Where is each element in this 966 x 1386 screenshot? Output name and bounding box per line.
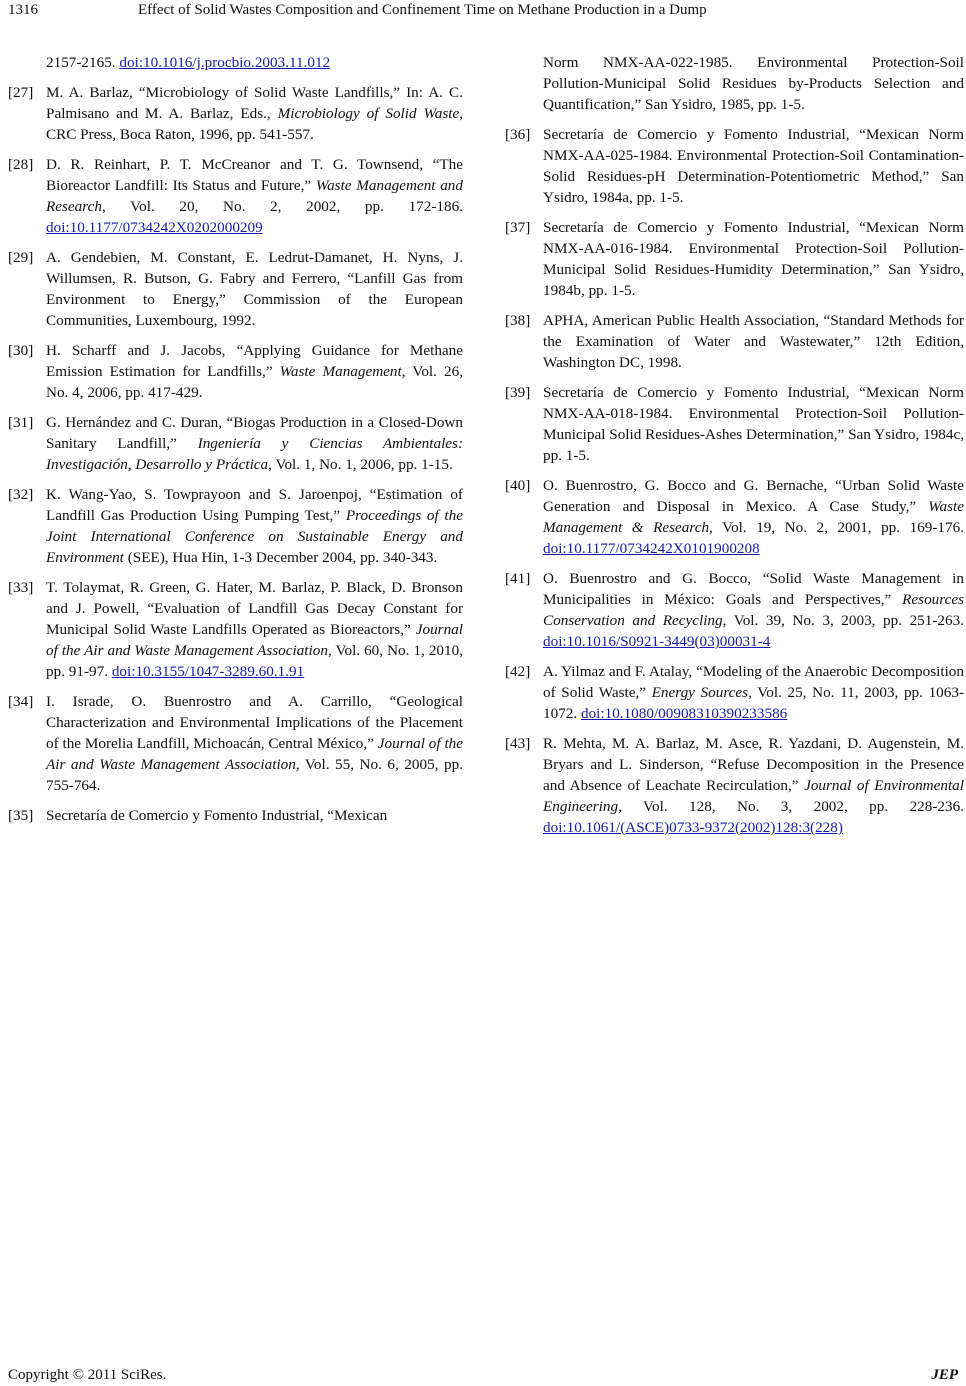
reference-text: Secretaría de Comercio y Fomento Industrial, “Mexican (46, 807, 388, 824)
doi-link[interactable]: doi:10.1177/0734242X0202000209 (46, 219, 263, 236)
reference-number: [43] (505, 735, 531, 752)
reference-text: K. Wang-Yao, S. Towprayoon and S. Jaroenpoj, “Estimation of Landfill Gas Production Using Pumping Test,” Proceedings of the Joint International Conference on Sustainable Energy and Environment (SEE), Hua Hin, 1-3 December 2004, pp. 340-343. (46, 486, 463, 566)
doi-link[interactable]: doi:10.1016/S0921-3449(03)00031-4 (543, 633, 771, 650)
reference-source-title: Microbiology of Solid Waste (277, 105, 460, 122)
left-column (8, 52, 463, 835)
copyright-notice: Copyright © 2011 SciRes. (8, 1367, 167, 1383)
reference-number: [29] (8, 249, 34, 266)
reference-list-left (8, 82, 463, 826)
reference-item (8, 691, 463, 796)
running-title: Effect of Solid Wastes Composition and Confinement Time on Methane Production in a Dump (138, 2, 707, 18)
reference-number: [38] (505, 312, 531, 329)
doi-link[interactable]: doi:10.1061/(ASCE)0733-9372(2002)128:3(228) (543, 819, 843, 836)
doi-link[interactable]: doi:10.1080/00908310390233586 (580, 705, 788, 722)
reference-text: O. Buenrostro and G. Bocco, “Solid Waste Management in Municipalities in México: Goals and Perspectives,” Resources Conservation and Recycling, Vol. 39, No. 3, 2003, pp. 251-263. doi:10.1016/S0921-3449(03)00031-4 (543, 570, 964, 650)
reference-source-title: Journal of Environmental Engineering (543, 777, 964, 815)
reference-item (505, 217, 964, 301)
reference-number: [39] (505, 384, 531, 401)
reference-item (505, 382, 964, 466)
right-column (505, 52, 964, 847)
reference-item (8, 484, 463, 568)
reference-text: Secretaría de Comercio y Fomento Industrial, “Mexican Norm NMX-AA-016-1984. Environmental Protection-Soil Pollution-Municipal Solid Residues-Humidity Determination,” San Ysidro, 1984b, pp. 1-5. (543, 219, 964, 299)
reference-item (8, 577, 463, 682)
reference-continuation: 2157-2165. doi:10.1016/j.procbio.2003.11.012 (46, 54, 331, 71)
doi-link[interactable]: doi:10.1177/0734242X0101900208 (543, 540, 760, 557)
reference-text: H. Scharff and J. Jacobs, “Applying Guidance for Methane Emission Estimation for Landfills,” Waste Management, Vol. 26, No. 4, 2006, pp. 417-429. (46, 342, 463, 401)
reference-text: T. Tolaymat, R. Green, G. Hater, M. Barlaz, P. Black, D. Bronson and J. Powell, “Evaluation of Landfill Gas Decay Constant for Municipal Solid Waste Landfills Operated as Bioreactors,” Journal of the Air and Waste Management Association, Vol. 60, No. 1, 2010, pp. 91-97. doi:10.3155/1047-3289.60.1.91 (46, 579, 464, 680)
reference-number: [33] (8, 579, 34, 596)
reference-text: G. Hernández and C. Duran, “Biogas Production in a Closed-Down Sanitary Landfill,” Ingeniería y Ciencias Ambientales: Investigación, Desarrollo y Práctica, Vol. 1, No. 1, 2006, pp. 1-15. (46, 414, 463, 473)
reference-number: [35] (8, 807, 34, 824)
reference-item (505, 568, 964, 652)
reference-text: R. Mehta, M. A. Barlaz, M. Asce, R. Yazdani, D. Augenstein, M. Bryars and L. Sinderson, “Refuse Decomposition in the Presence and Absence of Leachate Recirculation,” Journal of Environmental Engineering, Vol. 128, No. 3, 2002, pp. 228-236. doi:10.1061/(ASCE)0733-9372(2002)128:3(228) (543, 735, 964, 836)
reference-continuation: Norm NMX-AA-022-1985. Environmental Protection-Soil Pollution-Municipal Solid Residues by-Products Selection and Quantification,” San Ysidro, 1985, pp. 1-5. (543, 54, 964, 113)
reference-number: [32] (8, 486, 34, 503)
reference-source-title: Journal of the Air and Waste Management Association (46, 735, 464, 773)
reference-item (505, 661, 964, 724)
reference-source-title: Waste Management & Research (543, 498, 965, 536)
reference-text: O. Buenrostro, G. Bocco and G. Bernache, “Urban Solid Waste Generation and Disposal in Mexico. A Case Study,” Waste Management & Research, Vol. 19, No. 2, 2001, pp. 169-176. doi:10.1177/0734242X0101900208 (543, 477, 965, 557)
reference-source-title: Waste Management (279, 363, 402, 380)
reference-item (8, 82, 463, 145)
doi-link[interactable]: doi:10.3155/1047-3289.60.1.91 (111, 663, 305, 680)
reference-number: [41] (505, 570, 531, 587)
reference-number: [28] (8, 156, 34, 173)
reference-number: [36] (505, 126, 531, 143)
reference-source-title: Energy Sources (651, 684, 749, 701)
reference-text: D. R. Reinhart, P. T. McCreanor and T. G. Townsend, “The Bioreactor Landfill: Its Status and Future,” Waste Management and Research, Vol. 20, No. 2, 2002, pp. 172-186. doi:10.1177/0734242X0202000209 (46, 156, 463, 236)
reference-text: Secretaría de Comercio y Fomento Industrial, “Mexican Norm NMX-AA-018-1984. Environmental Protection-Soil Pollution-Municipal Solid Residues-Ashes Determination,” San Ysidro, 1984c, pp. 1-5. (543, 384, 964, 464)
reference-item (8, 247, 463, 331)
reference-text: I. Israde, O. Buenrostro and A. Carrillo, “Geological Characterization and Environmental Implications of the Placement of the Morelia Landfill, Michoacán, Central México,” Journal of the Air and Waste Management Association, Vol. 55, No. 6, 2005, pp. 755-764. (46, 693, 464, 794)
reference-source-title: Waste Management and Research (46, 177, 463, 215)
reference-item (505, 310, 964, 373)
reference-source-title: Journal of the Air and Waste Management Association (46, 621, 463, 659)
reference-item (505, 733, 964, 838)
reference-number: [42] (505, 663, 531, 680)
reference-source-title: Proceedings of the Joint International Conference on Sustainable Energy and Environment (46, 507, 463, 566)
reference-source-title: Ingeniería y Ciencias Ambientales: Investigación, Desarrollo y Práctica (46, 435, 463, 473)
page-number: 1316 (8, 2, 38, 18)
reference-text: Secretaría de Comercio y Fomento Industrial, “Mexican Norm NMX-AA-025-1984. Environmental Protection-Soil Contamination-Solid Residues-pH Determination-Potentiometric Method,” San Ysidro, 1984a, pp. 1-5. (543, 126, 964, 206)
reference-number: [30] (8, 342, 34, 359)
reference-item (8, 154, 463, 238)
journal-abbrev: JEP (931, 1367, 958, 1383)
reference-text: A. Gendebien, M. Constant, E. Ledrut-Damanet, H. Nyns, J. Willumsen, R. Butson, G. Fabry and Ferrero, “Lanfill Gas from Environment to Energy,” Commission of the European Communities, Luxembourg, 1992. (46, 249, 463, 329)
reference-item (505, 124, 964, 208)
reference-text: APHA, American Public Health Association, “Standard Methods for the Examination of Water and Wastewater,” 12th Edition, Washington DC, 1998. (543, 312, 964, 371)
reference-source-title: Resources Conservation and Recycling (543, 591, 964, 629)
reference-text: M. A. Barlaz, “Microbiology of Solid Waste Landfills,” In: A. C. Palmisano and M. A. Barlaz, Eds., Microbiology of Solid Waste, CRC Press, Boca Raton, 1996, pp. 541-557. (46, 84, 463, 143)
reference-number: [27] (8, 84, 34, 101)
reference-text: A. Yilmaz and F. Atalay, “Modeling of the Anaerobic Decomposition of Solid Waste,” Energy Sources, Vol. 25, No. 11, 2003, pp. 1063-1072. doi:10.1080/00908310390233586 (543, 663, 964, 722)
reference-item (505, 475, 964, 559)
page-footer (8, 1366, 958, 1384)
reference-number: [37] (505, 219, 531, 236)
reference-list-right (505, 124, 964, 838)
running-header (8, 0, 958, 22)
reference-number: [31] (8, 414, 34, 431)
reference-item (8, 805, 463, 826)
reference-number: [34] (8, 693, 34, 710)
doi-link[interactable]: doi:10.1016/j.procbio.2003.11.012 (119, 54, 331, 71)
reference-item (8, 340, 463, 403)
reference-item (8, 412, 463, 475)
reference-number: [40] (505, 477, 531, 494)
